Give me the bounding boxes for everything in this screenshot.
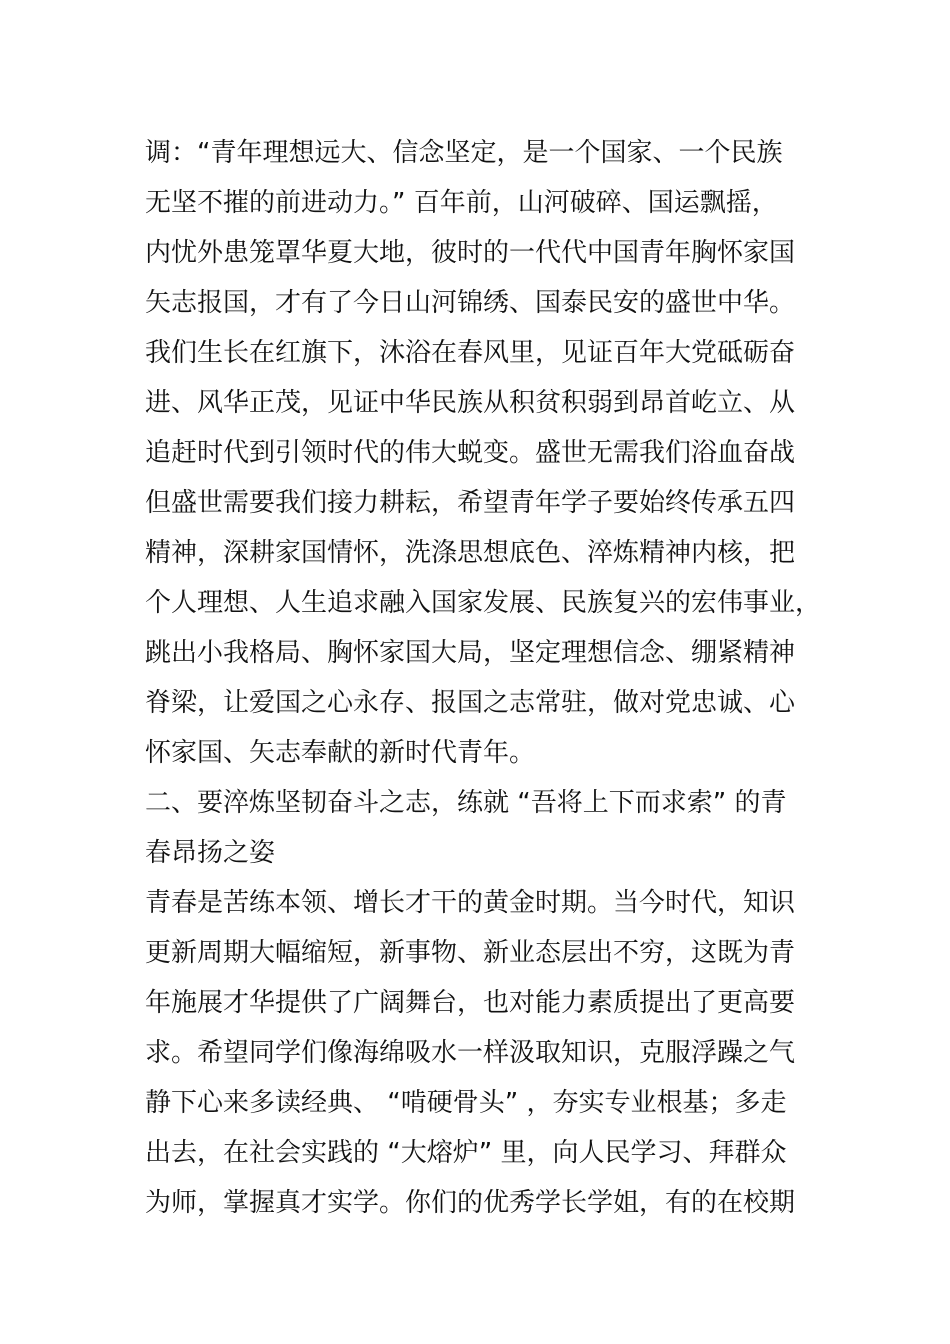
- text-line-13: 怀家国、矢志奉献的新时代青年。: [145, 738, 536, 768]
- text-line-6: 进、风华正茂，见证中华民族从积贫积弱到昂首屹立、从: [145, 388, 796, 418]
- text-line-19: 求。希望同学们像海绵吸水一样汲取知识，克服浮躁之气: [145, 1038, 796, 1068]
- text-line-9: 精神，深耕家国情怀，洗涤思想底色、淬炼精神内核，把: [145, 538, 796, 568]
- text-line-22: 为师，掌握真才实学。你们的优秀学长学姐，有的在校期: [145, 1188, 796, 1218]
- text-line-4: 矢志报国，才有了今日山河锦绣、国泰民安的盛世中华。: [145, 288, 796, 318]
- text-line-16: 青春是苦练本领、增长才干的黄金时期。当今时代，知识: [145, 888, 796, 918]
- text-line-2: 无坚不摧的前进动力。” 百年前，山河破碎、国运飘摇，: [145, 188, 778, 218]
- text-line-12: 脊梁，让爱国之心永存、报国之志常驻，做对党忠诚、心: [145, 688, 796, 718]
- text-line-3: 内忧外患笼罩华夏大地，彼时的一代代中国青年胸怀家国: [145, 238, 796, 268]
- text-line-5: 我们生长在红旗下，沐浴在春风里，见证百年大党砥砺奋: [145, 338, 796, 368]
- text-line-21: 出去，在社会实践的 “大熔炉” 里，向人民学习、拜群众: [145, 1138, 787, 1168]
- text-line-20: 静下心来多读经典、 “啃硬骨头” ，夯实专业根基；多走: [145, 1088, 787, 1118]
- section-heading-line-2: 春昂扬之姿: [145, 838, 276, 868]
- body-text: [145, 128, 845, 1228]
- text-line-8: 但盛世需要我们接力耕耘，希望青年学子要始终传承五四: [145, 488, 796, 518]
- text-line-11: 跳出小我格局、胸怀家国大局，坚定理想信念、绷紧精神: [145, 638, 796, 668]
- text-line-18: 年施展才华提供了广阔舞台，也对能力素质提出了更高要: [145, 988, 796, 1018]
- text-line-17: 更新周期大幅缩短，新事物、新业态层出不穷，这既为青: [145, 938, 796, 968]
- section-heading-line-1: 二、要淬炼坚韧奋斗之志，练就 “吾将上下而求索” 的青: [145, 788, 787, 818]
- text-line-1: 调：“青年理想远大、信念坚定，是一个国家、一个民族: [145, 138, 783, 168]
- text-line-10: 个人理想、人生追求融入国家发展、民族复兴的宏伟事业，: [145, 588, 822, 618]
- text-line-7: 追赶时代到引领时代的伟大蜕变。盛世无需我们浴血奋战: [145, 438, 796, 468]
